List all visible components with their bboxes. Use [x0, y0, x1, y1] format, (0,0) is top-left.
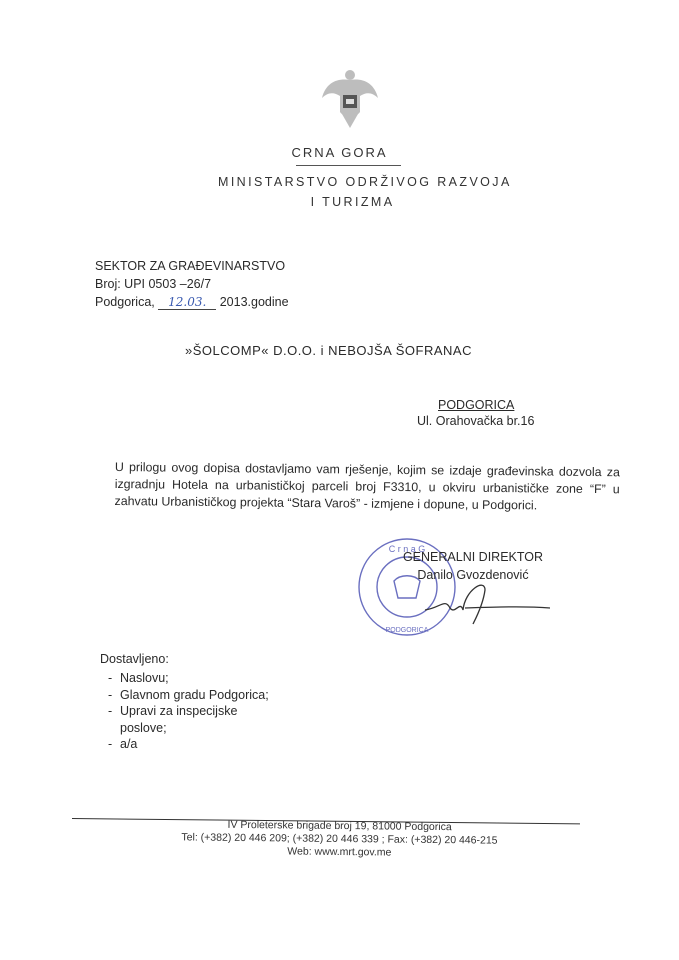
distribution-label: Dostavljeno:: [100, 652, 169, 666]
footer-phones: Tel: (+382) 20 446 209; (+382) 20 446 339 ; Fax: (+382) 20 446-215: [181, 831, 498, 847]
place: Podgorica,: [95, 295, 155, 309]
list-item: - Glavnom gradu Podgorica;: [108, 687, 269, 702]
body-text: U prilogu ovog dopisa dostavljamo vam rješenje, kojim se izdaje građevinska dozvola za izgradnju Hotela na urbanističkoj parceli broj F3310, u okviru urbanističke zone “F” u zahvatu Urbanističkog projekta “Stara Varoš” - izmjene i dopune, u Podgorici.: [114, 459, 620, 513]
svg-text:C r n a G: C r n a G: [388, 544, 426, 554]
footer: [0, 816, 679, 862]
coat-of-arms-icon: [318, 68, 382, 130]
ministry-name-line2: I TURIZMA: [310, 195, 395, 209]
recipient-name: »ŠOLCOMP« D.O.O. i NEBOJŠA ŠOFRANAC: [185, 343, 472, 358]
signatory: [378, 548, 568, 584]
handwritten-date: 12.03.: [158, 295, 216, 310]
list-item: - Naslovu;: [108, 671, 169, 685]
handwritten-signature: [405, 580, 555, 625]
ministry-name: MINISTARSTVO ODRŽIVOG RAZVOJA: [218, 175, 512, 189]
divider: [296, 165, 401, 166]
list-item: - Upravi za inspecijske poslove;: [108, 704, 238, 735]
distribution-list: [108, 670, 270, 753]
recipient-street: Ul. Orahovačka br.16: [417, 414, 535, 428]
recipient-city: PODGORICA: [438, 398, 515, 412]
signatory-name: Danilo Gvozdenović: [417, 568, 529, 582]
svg-text:PODGORICA: PODGORICA: [385, 627, 429, 634]
list-item: - a/a: [108, 737, 138, 751]
country-name: CRNA GORA: [291, 145, 388, 160]
year: 2013.godine: [219, 295, 289, 309]
footer-web: Web: www.mrt.gov.me: [287, 845, 392, 859]
document-number: Broj: UPI 0503 –26/7: [95, 277, 212, 291]
footer-address: IV Proleterske brigade broj 19, 81000 Podgorica: [227, 818, 452, 834]
place-date: [95, 295, 289, 310]
sector-name: SEKTOR ZA GRAĐEVINARSTVO: [95, 259, 286, 273]
signatory-title: GENERALNI DIREKTOR: [402, 550, 544, 564]
